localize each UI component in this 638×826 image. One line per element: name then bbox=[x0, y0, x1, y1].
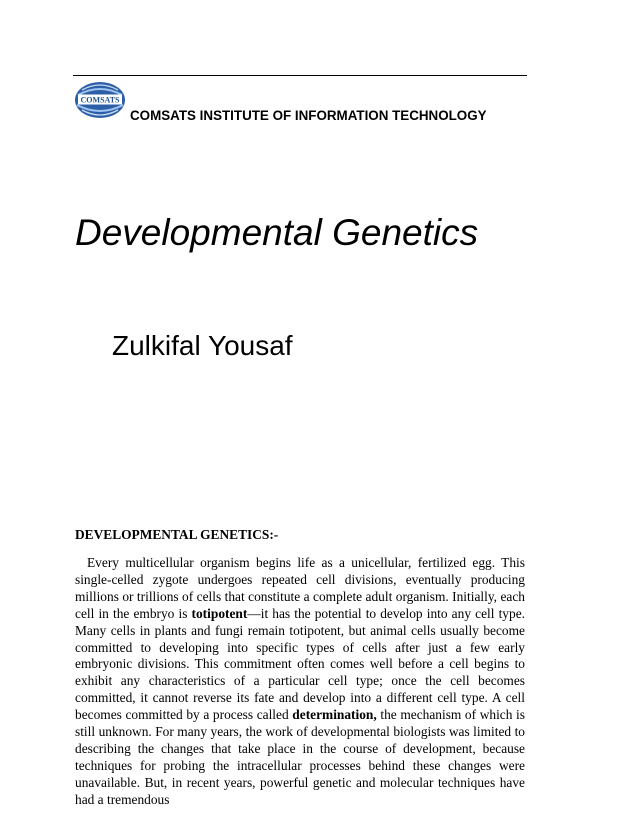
author-name: Zulkifal Yousaf bbox=[112, 330, 293, 361]
paragraph-text: —it has the potential to develop into any cell type. Many cells in plants and fungi remain totipotent, but animal cells usually become committed to developing into specific types of cells after just a few early embryonic divisions. This commitment often comes well before a cell begins to exhibit any characteristics of a particular cell type; once the cell becomes committed, it cannot reverse its fate and develop into a different cell type. A cell becomes committed by a process called bbox=[75, 605, 525, 723]
term-determination: determination, bbox=[292, 707, 377, 723]
comsats-logo-icon bbox=[74, 81, 126, 119]
document-title: Developmental Genetics bbox=[75, 212, 479, 253]
paragraph-text: Every multicellular organism begins life as a unicellular, fertilized egg. This single-celled zygote undergoes repeated cell divisions, eventually producing millions or trillions of cells that constitute a complete adult organism. Initially, each cell in the embryo is bbox=[75, 555, 525, 621]
body-paragraph bbox=[75, 555, 525, 809]
institution-name: COMSATS INSTITUTE OF INFORMATION TECHNOLOGY bbox=[130, 108, 487, 123]
header-rule bbox=[73, 75, 527, 76]
paragraph-text: the mechanism of which is still unknown. For many years, the work of developmental biologists was limited to describing the changes that take place in the course of development, because techniques for probing the intracellular processes behind these changes were unavailable. But, in recent years, powerful genetic and molecular techniques have had a tremendous bbox=[75, 707, 525, 807]
term-totipotent: totipotent bbox=[191, 605, 248, 621]
svg-text:COMSATS: COMSATS bbox=[80, 95, 120, 105]
section-heading: DEVELOPMENTAL GENETICS:- bbox=[75, 527, 279, 542]
